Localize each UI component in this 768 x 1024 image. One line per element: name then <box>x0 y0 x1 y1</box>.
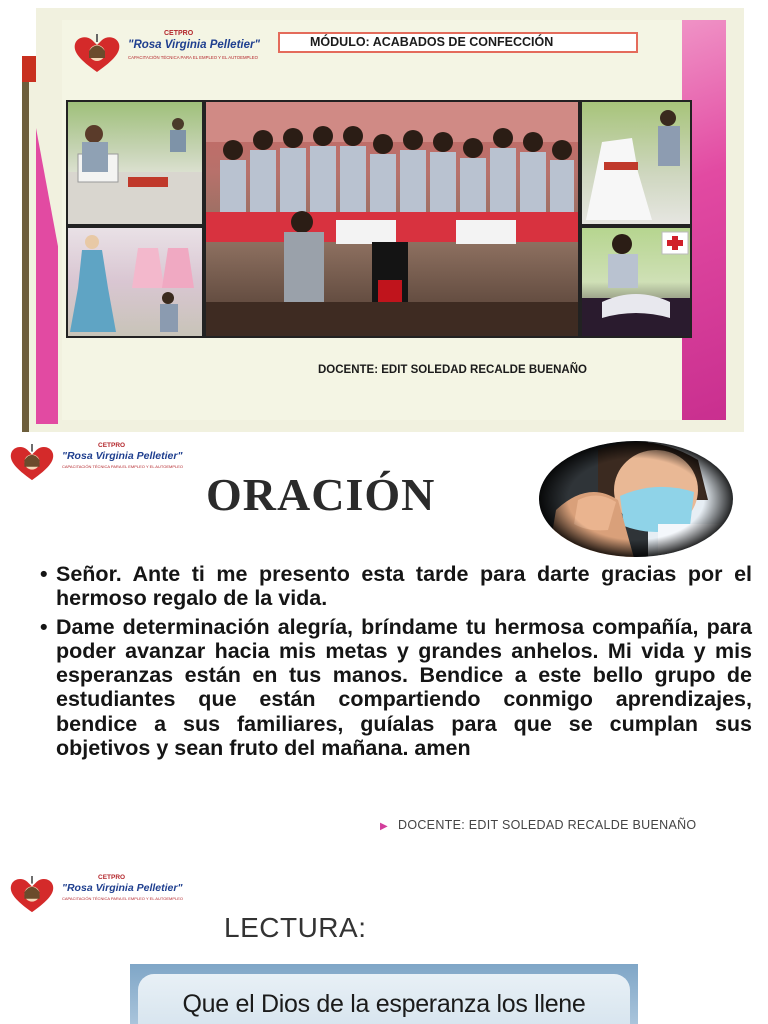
prayer-title: ORACIÓN <box>206 469 436 520</box>
logo-tagline: CAPACITACIÓN TÉCNICA PARA EL EMPLEO Y EL AUTOEMPLEO <box>62 464 184 469</box>
reading-heading: LECTURA: <box>224 912 367 943</box>
photo-white-dress <box>580 100 692 226</box>
banner-verse-text: Que el Dios de la esperanza los llene <box>182 990 586 1018</box>
prayer-paragraph <box>40 615 752 761</box>
slide2-teacher-name <box>380 818 696 832</box>
logo-institution-name: "Rosa Virginia Pelletier" <box>62 882 183 894</box>
slide-edge-top <box>22 8 36 56</box>
module-title: MÓDULO: ACABADOS DE CONFECCIÓN <box>278 32 638 53</box>
heart-emblem-icon <box>72 34 122 74</box>
prayer-text: Dame determinación alegría, bríndame tu hermosa compañía, para poder avanzar hacia mis metas y grandes anhelos. Mi vida y mis esperanzas están en tus manos. Bendice a este bello grupo de estudiantes que están compartiendo conmigo aprendizajes, bendice a sus familiares, guíalas para que se cumplan sus objetivos y sean fruto del mañana. amen <box>56 614 752 761</box>
logo-institution-name: "Rosa Virginia Pelletier" <box>128 39 260 51</box>
reading-banner <box>130 964 638 1024</box>
photo-sewing-machine <box>66 100 204 226</box>
heart-emblem-icon <box>8 444 56 482</box>
logo-tagline: CAPACITACIÓN TÉCNICA PARA EL EMPLEO Y EL AUTOEMPLEO <box>62 896 184 901</box>
workshop-photo-collage <box>66 100 692 338</box>
slide1-teacher-name: DOCENTE: EDIT SOLEDAD RECALDE BUENAÑO <box>318 364 587 376</box>
prayer-paragraph <box>40 562 752 611</box>
teacher-name-text: DOCENTE: EDIT SOLEDAD RECALDE BUENAÑO <box>398 818 697 832</box>
photo-mannequin-dress <box>66 226 204 338</box>
photo-embroidery-work <box>580 226 692 338</box>
bullet-marker: • <box>40 562 48 586</box>
slide2-logo <box>8 440 198 484</box>
pink-decoration-left <box>36 128 58 424</box>
bullet-marker: • <box>40 614 48 639</box>
slide-edge-red-accent <box>22 56 36 82</box>
slide-edge-dark-bar <box>22 82 29 432</box>
cetpro-logo <box>72 28 262 74</box>
logo-tagline: CAPACITACIÓN TÉCNICA PARA EL EMPLEO Y EL AUTOEMPLEO <box>128 55 258 60</box>
prayer-text: Señor. Ante ti me presento esta tarde para darte gracias por el hermoso regalo de la vida. <box>56 562 752 611</box>
prayer-list <box>40 562 752 764</box>
praying-person-image <box>538 440 734 558</box>
slide3-logo <box>8 872 198 916</box>
triangle-marker-icon: ▶ <box>380 821 388 832</box>
logo-cetpro-label: CETPRO <box>98 874 126 881</box>
logo-cetpro-label: CETPRO <box>164 30 194 37</box>
slide-module-cover <box>22 8 744 432</box>
heart-emblem-icon <box>8 876 56 914</box>
photo-group-students <box>204 100 580 338</box>
logo-cetpro-label: CETPRO <box>98 442 126 449</box>
logo-institution-name: "Rosa Virginia Pelletier" <box>62 450 183 462</box>
